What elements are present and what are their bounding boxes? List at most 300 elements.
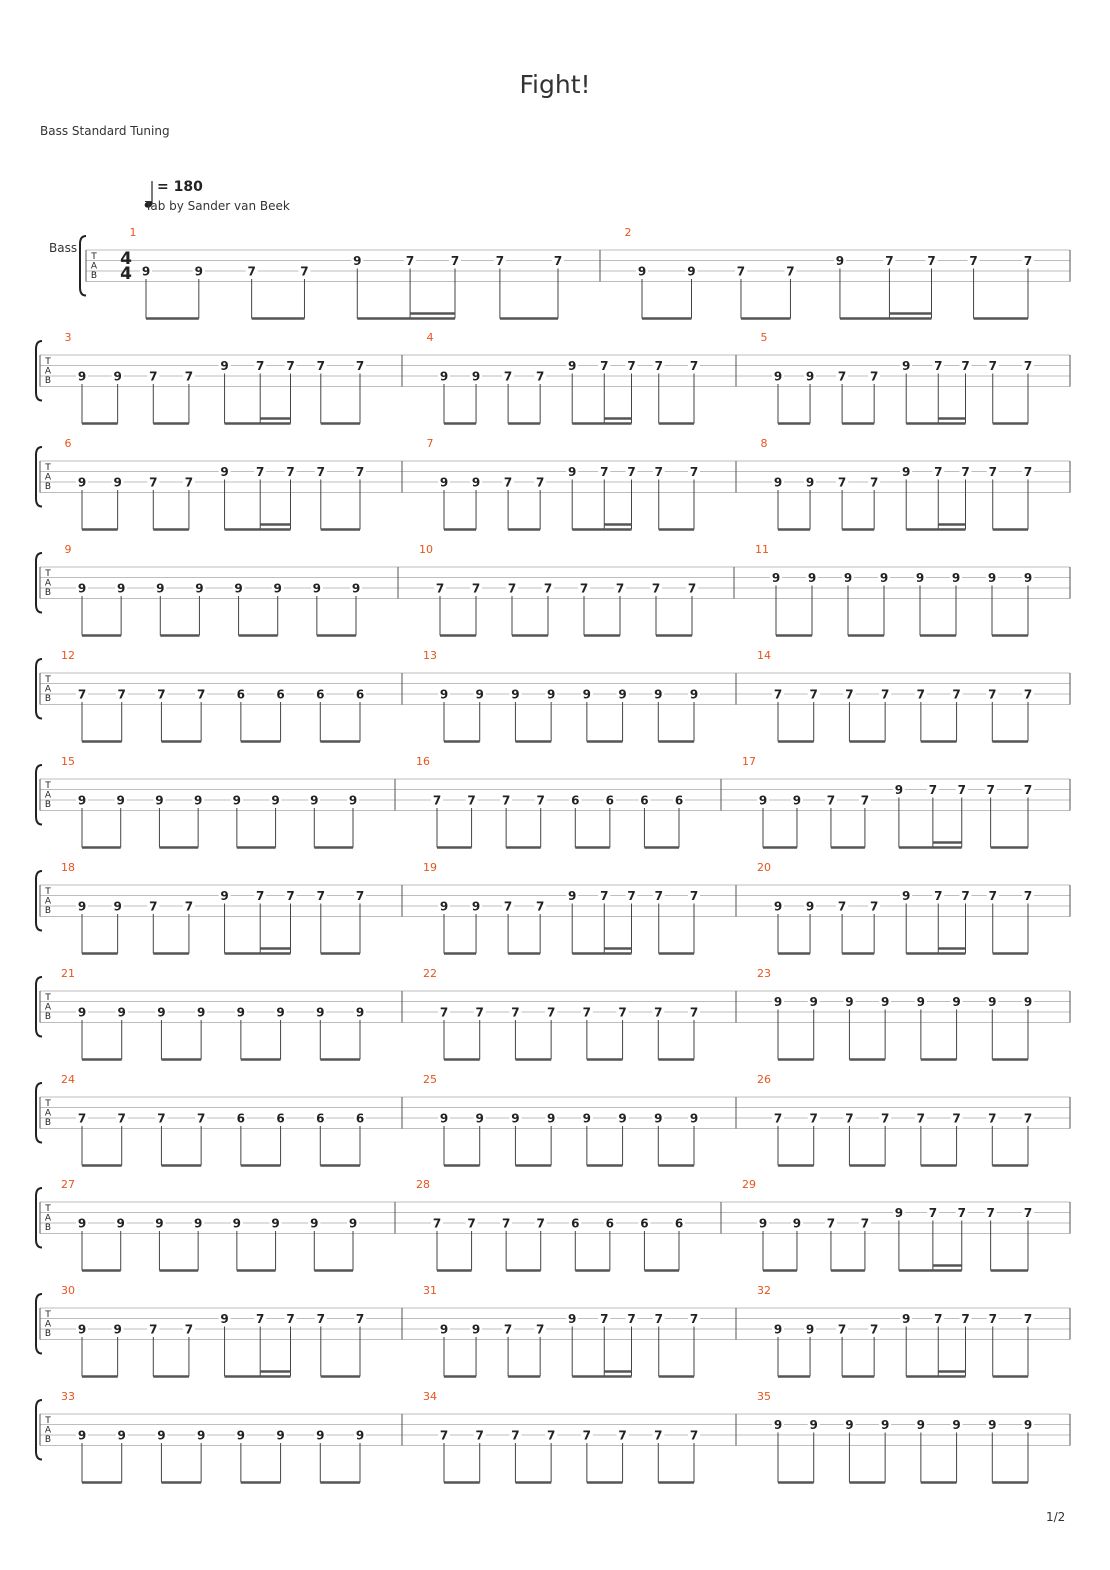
fret-number: 7	[627, 465, 636, 479]
tab-clef-letter: B	[44, 694, 52, 704]
measure-number: 9	[64, 543, 72, 556]
measure-22	[423, 967, 700, 1060]
fret-number: 7	[952, 1111, 961, 1126]
fret-number: 7	[355, 465, 365, 479]
system-bracket	[36, 1083, 42, 1143]
measure-number: 15	[61, 755, 75, 768]
fret-number: 6	[640, 793, 649, 808]
fret-number: 7	[579, 581, 589, 596]
fret-number: 9	[758, 793, 768, 808]
fret-number: 9	[809, 995, 818, 1009]
fret-number: 7	[286, 889, 295, 903]
fret-number: 7	[885, 254, 894, 268]
fret-number: 9	[546, 687, 556, 702]
measure-34	[423, 1390, 700, 1483]
measure-number: 14	[757, 649, 771, 662]
fret-number: 7	[511, 1428, 520, 1443]
fret-number: 7	[247, 264, 256, 279]
fret-number: 9	[773, 369, 783, 384]
fret-number: 7	[535, 1322, 545, 1337]
fret-number: 9	[988, 1418, 997, 1432]
fret-number: 9	[77, 1005, 87, 1020]
measure-number: 16	[416, 755, 430, 768]
fret-number: 6	[674, 1216, 684, 1231]
fret-number: 7	[654, 1428, 663, 1443]
measure-7	[427, 437, 701, 530]
fret-number: 9	[773, 475, 783, 490]
measure-number: 21	[61, 967, 75, 980]
fret-number: 9	[236, 1005, 246, 1020]
measure-21	[61, 967, 366, 1060]
fret-number: 7	[600, 465, 609, 479]
measure-number: 3	[64, 331, 72, 344]
fret-number: 9	[141, 264, 151, 279]
fret-number: 7	[860, 793, 870, 808]
fret-number: 6	[316, 1111, 325, 1126]
measure-number: 34	[423, 1390, 437, 1403]
fret-number: 7	[535, 369, 545, 384]
measure-13	[423, 649, 700, 742]
fret-number: 7	[928, 783, 938, 797]
tab-clef-letter: T	[45, 1416, 51, 1426]
tab-clef-letter: T	[45, 1204, 51, 1214]
fret-number: 7	[869, 369, 879, 384]
fret-number: 9	[471, 1322, 481, 1337]
staff-system	[36, 861, 1070, 954]
tab-clef-letter: A	[44, 1213, 52, 1224]
fret-number: 7	[961, 1312, 970, 1326]
tab-clef-letter: A	[44, 1002, 52, 1013]
fret-number: 7	[439, 1005, 449, 1020]
fret-number: 7	[615, 581, 625, 596]
fret-number: 9	[568, 889, 577, 903]
tab-clef-letter: A	[44, 790, 52, 801]
measure-number: 23	[757, 967, 771, 980]
fret-number: 7	[1023, 1111, 1033, 1126]
fret-number: 7	[961, 889, 970, 903]
fret-number: 9	[916, 995, 926, 1009]
time-signature-digit: 4	[120, 264, 132, 284]
fret-number: 9	[952, 1418, 961, 1432]
fret-number: 9	[316, 1005, 325, 1020]
measure-number: 20	[757, 861, 771, 874]
fret-number: 7	[934, 359, 943, 373]
fret-number: 7	[503, 475, 513, 490]
measure-29	[742, 1178, 1034, 1271]
fret-number: 9	[916, 1418, 926, 1432]
fret-number: 9	[439, 687, 449, 702]
measure-6	[65, 437, 367, 530]
fret-number: 7	[689, 465, 699, 479]
fret-number: 9	[771, 571, 781, 585]
fret-number: 7	[880, 1111, 890, 1126]
measure-8	[761, 437, 1035, 530]
fret-number: 7	[988, 687, 997, 702]
fret-number: 7	[969, 254, 978, 268]
fret-number: 7	[773, 687, 783, 702]
measure-number: 2	[624, 226, 632, 239]
fret-number: 9	[654, 1111, 663, 1126]
staff-system	[36, 1073, 1070, 1166]
fret-number: 7	[507, 581, 517, 596]
fret-number: 9	[220, 1312, 229, 1326]
fret-number: 9	[310, 793, 319, 808]
fret-number: 7	[1023, 1312, 1033, 1326]
fret-number: 9	[157, 1005, 166, 1020]
fret-number: 9	[805, 1322, 815, 1337]
fret-number: 9	[471, 899, 481, 914]
measure-19	[423, 861, 700, 954]
tab-clef-letter: B	[44, 376, 52, 386]
fret-number: 7	[501, 793, 511, 808]
fret-number: 7	[809, 1111, 818, 1126]
system-bracket	[36, 1294, 42, 1354]
time-signature-digit: 4	[120, 249, 132, 269]
measure-number: 19	[423, 861, 437, 874]
fret-number: 7	[689, 1428, 699, 1443]
measure-number: 17	[742, 755, 756, 768]
fret-number: 7	[837, 369, 847, 384]
fret-number: 7	[627, 889, 636, 903]
fret-number: 9	[77, 581, 87, 596]
fret-number: 9	[195, 581, 204, 596]
fret-number: 9	[792, 793, 802, 808]
measure-12	[61, 649, 366, 742]
fret-number: 7	[256, 889, 265, 903]
fret-number: 9	[348, 1216, 358, 1231]
fret-number: 7	[934, 889, 943, 903]
fret-number: 9	[546, 1111, 556, 1126]
fret-number: 7	[535, 475, 545, 490]
measure-number: 22	[423, 967, 437, 980]
fret-number: 7	[988, 1111, 997, 1126]
fret-number: 9	[880, 1418, 890, 1432]
fret-number: 9	[805, 899, 815, 914]
fret-number: 9	[220, 465, 229, 479]
measure-35	[757, 1390, 1034, 1483]
system-bracket	[36, 553, 42, 613]
fret-number: 9	[951, 571, 961, 585]
fret-number: 9	[475, 1111, 484, 1126]
tab-clef-letter: A	[44, 684, 52, 695]
fret-number: 7	[286, 359, 295, 373]
measure-3	[65, 331, 367, 424]
system-bracket	[36, 871, 42, 931]
staff-system	[36, 1178, 1070, 1271]
fret-number: 6	[276, 1111, 285, 1126]
tab-clef-letter: T	[45, 569, 51, 579]
measure-number: 10	[419, 543, 433, 556]
measure-5	[761, 331, 1035, 424]
fret-number: 9	[902, 359, 911, 373]
fret-number: 9	[471, 369, 481, 384]
fret-number: 9	[232, 1216, 242, 1231]
measure-number: 12	[61, 649, 75, 662]
fret-number: 7	[475, 1005, 484, 1020]
fret-number: 7	[654, 465, 663, 479]
fret-number: 6	[605, 793, 615, 808]
tab-clef-letter: T	[45, 887, 51, 897]
fret-number: 7	[184, 475, 194, 490]
fret-number: 9	[773, 995, 783, 1009]
staff-system	[36, 1284, 1070, 1377]
fret-number: 9	[193, 793, 203, 808]
measure-11	[755, 543, 1034, 636]
fret-number: 9	[807, 571, 817, 585]
fret-number: 9	[687, 264, 696, 279]
fret-number: 9	[193, 1216, 203, 1231]
tab-clef-letter: T	[45, 675, 51, 685]
fret-number: 9	[773, 899, 783, 914]
fret-number: 7	[986, 1206, 995, 1220]
fret-number: 7	[809, 687, 818, 702]
fret-number: 9	[879, 571, 889, 585]
fret-number: 9	[316, 1428, 325, 1443]
tab-clef-letter: B	[44, 800, 52, 810]
staff-system	[36, 437, 1070, 530]
fret-number: 9	[987, 571, 997, 585]
fret-number: 7	[355, 1312, 365, 1326]
fret-number: 9	[155, 1216, 164, 1231]
fret-number: 7	[654, 359, 663, 373]
fret-number: 7	[553, 254, 563, 268]
fret-number: 9	[77, 1428, 87, 1443]
fret-number: 7	[582, 1428, 592, 1443]
fret-number: 7	[355, 359, 365, 373]
fret-number: 9	[117, 1428, 126, 1443]
fret-number: 7	[77, 1111, 87, 1126]
fret-number: 9	[232, 793, 242, 808]
fret-number: 7	[405, 254, 415, 268]
fret-number: 7	[1023, 254, 1033, 268]
fret-number: 7	[961, 465, 970, 479]
staff-system	[36, 967, 1070, 1060]
measure-number: 32	[757, 1284, 771, 1297]
fret-number: 6	[674, 793, 684, 808]
fret-number: 7	[837, 899, 847, 914]
fret-number: 7	[961, 359, 970, 373]
fret-number: 9	[113, 899, 122, 914]
fret-number: 7	[475, 1428, 484, 1443]
fret-number: 7	[149, 1322, 158, 1337]
tab-clef-letter: T	[45, 781, 51, 791]
fret-number: 7	[117, 687, 126, 702]
measure-20	[757, 861, 1034, 954]
fret-number: 7	[687, 581, 697, 596]
fret-number: 7	[618, 1428, 627, 1443]
fret-number: 7	[689, 359, 699, 373]
measure-32	[757, 1284, 1034, 1377]
tab-clef-letter: A	[44, 1108, 52, 1119]
fret-number: 7	[826, 793, 836, 808]
measure-9	[65, 543, 363, 636]
fret-number: 9	[792, 1216, 802, 1231]
fret-number: 7	[934, 465, 943, 479]
fret-number: 7	[316, 1312, 325, 1326]
fret-number: 7	[316, 889, 325, 903]
fret-number: 7	[988, 889, 997, 903]
fret-number: 9	[276, 1005, 285, 1020]
fret-number: 9	[77, 369, 87, 384]
fret-number: 7	[736, 264, 746, 279]
fret-number: 7	[157, 687, 166, 702]
fret-number: 9	[511, 1111, 520, 1126]
fret-number: 9	[439, 899, 449, 914]
fret-number: 7	[600, 889, 609, 903]
fret-number: 6	[276, 687, 285, 702]
fret-number: 7	[689, 1312, 699, 1326]
fret-number: 7	[957, 783, 966, 797]
fret-number: 7	[627, 1312, 636, 1326]
fret-number: 7	[600, 1312, 609, 1326]
staff-system	[36, 649, 1070, 742]
fret-number: 6	[236, 687, 246, 702]
staff-system	[36, 1390, 1070, 1483]
measure-number: 25	[423, 1073, 437, 1086]
tab-clef-letter: A	[44, 578, 52, 589]
fret-number: 9	[351, 581, 361, 596]
tab-clef-letter: B	[44, 482, 52, 492]
fret-number: 9	[77, 1322, 87, 1337]
measure-16	[416, 755, 685, 848]
fret-number: 9	[196, 1428, 206, 1443]
fret-number: 9	[310, 1216, 319, 1231]
fret-number: 7	[196, 1111, 206, 1126]
fret-number: 9	[654, 687, 663, 702]
fret-number: 7	[503, 369, 513, 384]
fret-number: 9	[355, 1428, 365, 1443]
fret-number: 7	[157, 1111, 166, 1126]
fret-number: 7	[928, 1206, 938, 1220]
tab-clef-letter: T	[45, 1099, 51, 1109]
fret-number: 7	[316, 465, 325, 479]
fret-number: 9	[805, 475, 815, 490]
system-bracket	[36, 1188, 42, 1248]
fret-number: 7	[117, 1111, 126, 1126]
fret-number: 9	[353, 254, 362, 268]
measure-number: 5	[760, 331, 768, 344]
fret-number: 7	[988, 465, 997, 479]
fret-number: 9	[156, 581, 165, 596]
fret-number: 6	[640, 1216, 649, 1231]
fret-number: 7	[467, 1216, 476, 1231]
tab-clef-letter: A	[44, 472, 52, 483]
fret-number: 9	[196, 1005, 206, 1020]
fret-number: 9	[988, 995, 997, 1009]
fret-number: 9	[220, 359, 229, 373]
fret-number: 9	[568, 359, 577, 373]
fret-number: 6	[571, 1216, 580, 1231]
fret-number: 9	[568, 465, 577, 479]
fret-number: 6	[605, 1216, 615, 1231]
staff-system	[36, 543, 1070, 636]
fret-number: 9	[637, 264, 647, 279]
fret-number: 7	[300, 264, 309, 279]
fret-number: 7	[916, 687, 926, 702]
fret-number: 7	[467, 793, 476, 808]
fret-number: 7	[256, 359, 265, 373]
fret-number: 7	[627, 359, 636, 373]
fret-number: 7	[503, 1322, 513, 1337]
fret-number: 7	[184, 369, 194, 384]
measure-14	[757, 649, 1034, 742]
fret-number: 9	[116, 581, 126, 596]
tab-clef-letter: B	[90, 271, 98, 281]
tab-clef-letter: T	[45, 463, 51, 473]
fret-number: 7	[435, 581, 445, 596]
fret-number: 9	[271, 793, 280, 808]
instrument-name: Bass	[49, 241, 78, 255]
fret-number: 9	[894, 783, 904, 797]
fret-number: 9	[234, 581, 243, 596]
fret-number: 9	[894, 1206, 904, 1220]
fret-number: 7	[546, 1005, 556, 1020]
tab-clef-letter: T	[45, 993, 51, 1003]
measure-10	[419, 543, 698, 636]
tab-clef-letter: A	[44, 1425, 52, 1436]
fret-number: 7	[582, 1005, 592, 1020]
tab-clef-letter: B	[44, 588, 52, 598]
measure-number: 8	[760, 437, 768, 450]
fret-number: 7	[450, 254, 460, 268]
fret-number: 7	[535, 899, 545, 914]
measure-24	[61, 1073, 366, 1166]
fret-number: 9	[273, 581, 282, 596]
measure-15	[61, 755, 359, 848]
fret-number: 7	[845, 1111, 854, 1126]
fret-number: 7	[1023, 359, 1033, 373]
measure-27	[61, 1178, 359, 1271]
fret-number: 7	[845, 687, 854, 702]
fret-number: 9	[689, 1111, 699, 1126]
measure-number: 26	[757, 1073, 771, 1086]
fret-number: 7	[600, 359, 609, 373]
fret-number: 6	[316, 687, 325, 702]
fret-number: 7	[826, 1216, 836, 1231]
fret-number: 7	[439, 1428, 449, 1443]
tab-clef-letter: T	[91, 252, 97, 262]
fret-number: 9	[439, 369, 449, 384]
fret-number: 9	[355, 1005, 365, 1020]
fret-number: 9	[773, 1418, 783, 1432]
tab-clef-letter: B	[44, 1223, 52, 1233]
tab-clef-letter: T	[45, 1310, 51, 1320]
measure-25	[423, 1073, 700, 1166]
fret-number: 7	[654, 1005, 663, 1020]
tempo-marking: = 180	[157, 179, 203, 195]
fret-number: 7	[316, 359, 325, 373]
measure-30	[61, 1284, 366, 1377]
measure-number: 1	[129, 226, 137, 239]
fret-number: 6	[355, 1111, 365, 1126]
fret-number: 9	[117, 1005, 126, 1020]
fret-number: 9	[157, 1428, 166, 1443]
fret-number: 7	[256, 465, 265, 479]
fret-number: 9	[1023, 571, 1033, 585]
fret-number: 7	[927, 254, 936, 268]
fret-number: 9	[758, 1216, 768, 1231]
fret-number: 9	[915, 571, 925, 585]
measure-33	[61, 1390, 366, 1483]
staff-system	[36, 755, 1070, 848]
fret-number: 7	[546, 1428, 556, 1443]
tab-credit: Tab by Sander van Beek	[145, 199, 290, 213]
tab-clef-letter: B	[44, 1435, 52, 1445]
fret-number: 9	[77, 793, 87, 808]
fret-number: 9	[835, 254, 845, 268]
fret-number: 9	[236, 1428, 246, 1443]
fret-number: 7	[432, 1216, 442, 1231]
